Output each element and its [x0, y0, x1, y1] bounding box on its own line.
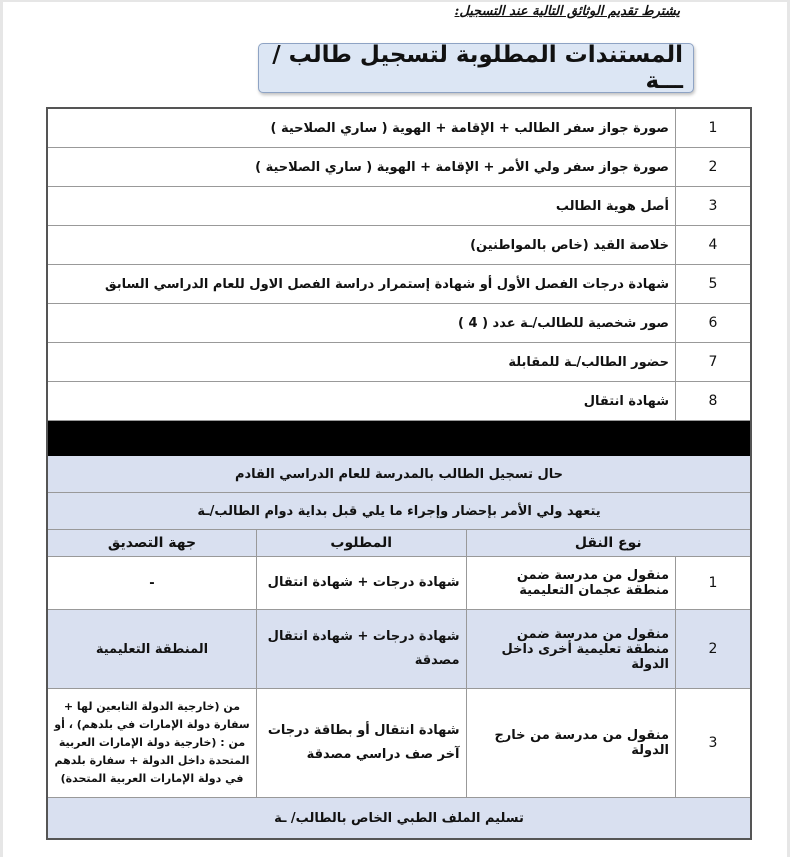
document-text: خلاصة القيد (خاص بالمواطنين)	[47, 226, 676, 265]
certifying-authority: من (خارجية الدولة التابعين لها + سفارة دولة الإمارات في بلدهم) ، أو من : (خارجية دولة الإمارات العربية المتحدة داخل الدولة + سفارة بلدهم في دولة الإمارات العربية المتحدة)	[47, 689, 257, 798]
transfer-row	[47, 610, 751, 689]
certifying-authority: -	[47, 557, 257, 610]
page-title: المستندات المطلوبة لتسجيل طالب / ـــة	[258, 43, 694, 93]
document-row	[47, 265, 751, 304]
document-text: حضور الطالب/ـة للمقابلة	[47, 343, 676, 382]
required-documents: شهادة انتقال أو بطاقة درجات آخر صف دراسي مصدقة	[257, 689, 467, 798]
transfer-type: منقول من مدرسة من خارج الدولة	[466, 689, 676, 798]
registration-band	[47, 456, 751, 493]
document-row	[47, 304, 751, 343]
document-text: شهادة درجات الفصل الأول أو شهادة إستمرار دراسة الفصل الاول للعام الدراسي السابق	[47, 265, 676, 304]
document-row	[47, 148, 751, 187]
transfer-row	[47, 689, 751, 798]
medical-file-row	[47, 798, 751, 840]
separator-bar	[47, 421, 751, 456]
row-number: 3	[676, 689, 752, 798]
documents-table	[46, 107, 752, 840]
document-text: صور شخصية للطالب/ـة عدد ( 4 )	[47, 304, 676, 343]
row-number: 4	[676, 226, 752, 265]
row-number: 3	[676, 187, 752, 226]
required-documents: شهادة درجات + شهادة انتقال مصدقة	[257, 610, 467, 689]
document-text: أصل هوية الطالب	[47, 187, 676, 226]
transfer-type: منقول من مدرسة ضمن منطقة تعليمية أخرى داخل الدولة	[466, 610, 676, 689]
document-text: شهادة انتقال	[47, 382, 676, 421]
certifying-authority: المنطقة التعليمية	[47, 610, 257, 689]
required-documents: شهادة درجات + شهادة انتقال	[257, 557, 467, 610]
row-number: 6	[676, 304, 752, 343]
document-text: صورة جواز سفر ولي الأمر + الإقامة + الهوية ( ساري الصلاحية )	[47, 148, 676, 187]
transfer-type: منقول من مدرسة ضمن منطقة عجمان التعليمية	[466, 557, 676, 610]
transfer-header-row	[47, 530, 751, 557]
registration-heading: حال تسجيل الطالب بالمدرسة للعام الدراسي القادم	[47, 456, 751, 493]
row-number: 1	[676, 557, 752, 610]
medical-file-note: تسليم الملف الطبي الخاص بالطالب/ ـة	[47, 798, 751, 840]
page-edge-top	[0, 0, 790, 2]
row-number: 2	[676, 610, 752, 689]
row-number: 7	[676, 343, 752, 382]
transfer-row	[47, 557, 751, 610]
document-row	[47, 226, 751, 265]
row-number: 5	[676, 265, 752, 304]
document-text: صورة جواز سفر الطالب + الإقامة + الهوية ( ساري الصلاحية )	[47, 108, 676, 148]
page-edge-left	[0, 0, 3, 857]
column-header-type: نوع النقل	[466, 530, 751, 557]
black-separator	[47, 421, 751, 456]
requirement-note: يشترط تقديم الوثائق التالية عند التسجيل:	[454, 4, 680, 19]
column-header-required: المطلوب	[257, 530, 467, 557]
document-row	[47, 108, 751, 148]
guardian-pledge: يتعهد ولي الأمر بإحضار وإجراء ما يلي قبل بداية دوام الطالب/ـة	[47, 493, 751, 530]
column-header-authority: جهة التصديق	[47, 530, 257, 557]
document-row	[47, 187, 751, 226]
guardian-pledge-band	[47, 493, 751, 530]
row-number: 1	[676, 108, 752, 148]
document-row	[47, 382, 751, 421]
row-number: 8	[676, 382, 752, 421]
row-number: 2	[676, 148, 752, 187]
document-row	[47, 343, 751, 382]
